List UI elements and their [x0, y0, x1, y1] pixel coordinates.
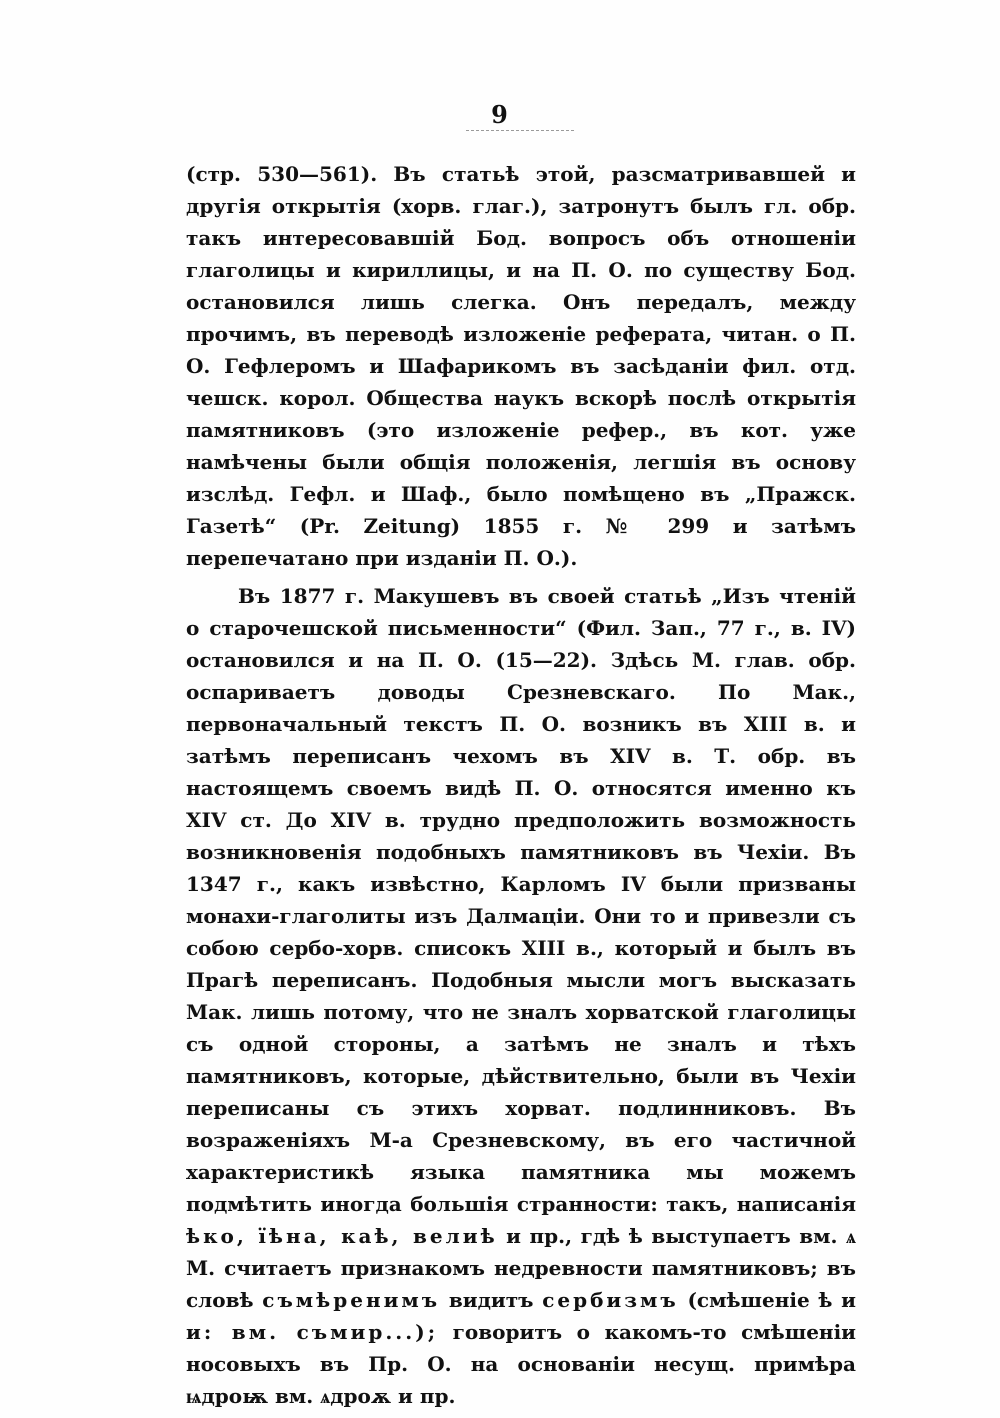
- paragraph-2: [186, 580, 856, 1412]
- spaced-word-1: ѣко, їѣна, каѣ, велиѣ: [186, 1224, 498, 1248]
- spaced-word-3: сербизмъ: [542, 1288, 679, 1312]
- paragraph-2-part-3: видитъ: [448, 1288, 534, 1312]
- paragraph-2-part-4: (смѣшеніе ѣ и: [687, 1288, 856, 1312]
- header-divider: [466, 130, 574, 131]
- body-text: [186, 158, 856, 1412]
- paragraph-2-part-1: Въ 1877 г. Макушевъ въ своей статьѣ „Изъ чтеній о старочешской письменности“ (Фил. Зап., 77 г., в. IV) остановился и на П. О. (15—22). Здѣсь М. глав. обр. оспариваетъ доводы Срезневскаго. По Мак., первоначальный текстъ П. О. возникъ въ XIII в. и затѣмъ переписанъ чехомъ въ XIV в. Т. обр. въ настоящемъ своемъ видѣ П. О. относятся именно къ XIV ст. До XIV в. трудно предположить возможность возникновенія подобныхъ памятниковъ въ Чехіи. Въ 1347 г., какъ извѣстно, Карломъ IV были призваны монахи-глаголиты изъ Далмаціи. Они то и привезли съ собою сербо-хорв. списокъ XIII в., который и былъ въ Прагѣ переписанъ. Подобныя мысли могъ высказать Мак. лишь потому, что не зналъ хорватской глаголицы съ одной стороны, а затѣмъ не зналъ и тѣхъ памятниковъ, которые, дѣйствительно, были въ Чехіи переписаны съ этихъ хорват. подлинниковъ. Въ возраженіяхъ М-а Срезневскому, въ его частичной характеристикѣ языка памятника мы можемъ подмѣтить иногда большія странности: такъ, написанія: [186, 584, 856, 1216]
- paragraph-1: (стр. 530—561). Въ статьѣ этой, разсматривавшей и другія открытія (хорв. глаг.), затронутъ былъ гл. обр. такъ интересовавшій Бод. вопросъ объ отношеніи глаголицы и кириллицы, и на П. О. по существу Бод. остановился лишь слегка. Онъ передалъ, между прочимъ, въ переводѣ изложеніе реферата, читан. о П. О. Гефлеромъ и Шафарикомъ въ засѣданіи фил. отд. чешск. корол. Общества наукъ вскорѣ послѣ открытія памятниковъ (это изложеніе рефер., въ кот. уже намѣчены были общія положенія, легшія въ основу изслѣд. Гефл. и Шаф., было помѣщено въ „Пражск. Газетѣ“ (Pr. Zeitung) 1855 г. № 299 и затѣмъ перепечатано при изданіи П. О.).: [186, 162, 856, 570]
- paragraph-2-part-5: говоритъ о какомъ-то смѣшеніи носовыхъ въ Пр. О. на основаніи несущ. примѣра ѩдроѭ вм. ѧдроѫ и пр.: [186, 1320, 856, 1408]
- paragraph-2-part-2: и пр., гдѣ ѣ выступаетъ вм. ѧ М. считаетъ признакомъ недревности памятниковъ; въ словѣ: [186, 1224, 856, 1312]
- spaced-word-2: съмѣренимъ: [262, 1288, 441, 1312]
- page-number: 9: [491, 100, 509, 129]
- spaced-word-4: и: вм. съмир...);: [186, 1320, 439, 1344]
